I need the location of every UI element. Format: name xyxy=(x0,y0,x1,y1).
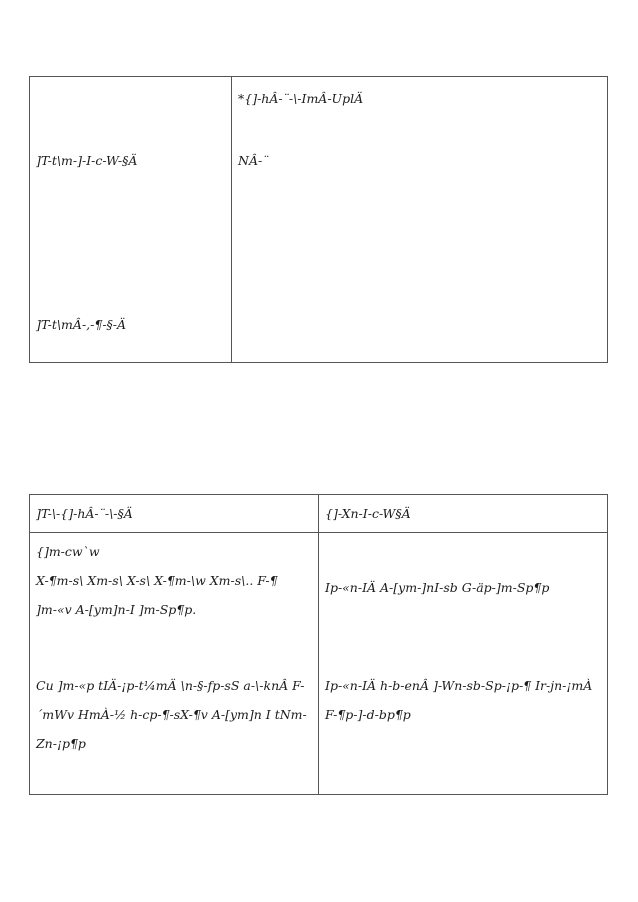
right-paragraph-2: Ip-«n-IÄ h-b-enÂ ]-Wn-sb-Sp-¡p-¶ Ir-jn-¡mÀ F-¶p-]-d-bp¶p xyxy=(325,678,593,722)
lower-table-body-left xyxy=(30,533,319,795)
left-paragraph-1: {]m-cw`w xyxy=(36,544,100,559)
left-cell-line-2: ]T-t\mÂ-,-¶-§-Ä xyxy=(36,317,127,332)
lower-table-header-right xyxy=(319,495,608,533)
right-cell-line-1: *{]-hÂ-¨-\-ImÂ-UplÄ xyxy=(238,91,364,106)
right-paragraph-1: Ip-«n-IÄ A-[ym-]nI-sb G-äp-]m-Sp¶p xyxy=(325,580,550,595)
lower-table xyxy=(29,494,608,795)
left-cell-line-1: ]T-t\m-]-I-c-W-§Ä xyxy=(36,153,138,168)
upper-table-left-cell xyxy=(30,77,232,363)
lower-table-body-right xyxy=(319,533,608,795)
header-left-text: ]T-\-{]-hÂ-¨-\-§Ä xyxy=(36,506,133,521)
upper-table xyxy=(29,76,608,363)
left-paragraph-3: Cu ]m-«p tIÄ-¡p-t¼mÄ \n-§-fp-sS a-\-knÂ F-´mWv HmÀ-½ h-cp-¶-sX-¶v A-[ym]n I tNm-Zn-¡p¶p xyxy=(36,678,307,751)
left-paragraph-2: X-¶m-s\ Xm-s\ X-s\ X-¶m-\w Xm-s\.. F-¶ ]m-«v A-[ym]n-I ]m-Sp¶p. xyxy=(36,573,278,617)
lower-table-header-left xyxy=(30,495,319,533)
header-right-text: {]-Xn-I-c-W§Ä xyxy=(325,506,411,521)
upper-table-right-cell xyxy=(232,77,608,363)
right-cell-line-2: NÂ-¨ xyxy=(238,153,269,168)
